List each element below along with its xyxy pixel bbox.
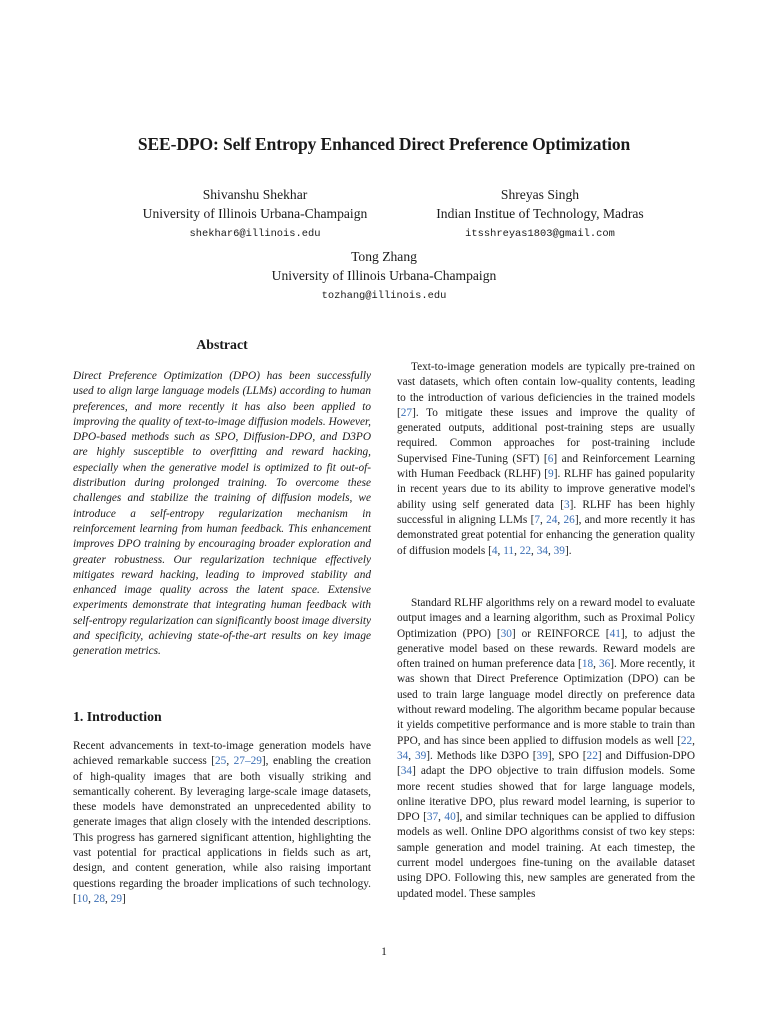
body-paragraph: Standard RLHF algorithms rely on a reward model to evaluate output images and a learning algorithm, such as Proximal Policy Optimization (PPO) [30] or REINFORCE [41], to adjust the generative model based on these rewards. Reward models are often trained on human preference data [18, 36]. More recently, it was shown that Direct Preference Optimization (DPO) can be used to train large language model directly on preference data without reward modeling. The algorithm became popular because it yields competitive performance and is more stable to train than PPO, and has since been applied to diffusion models as well [22, 34, 39]. Methods like D3PO [39], SPO [22] and Diffusion-DPO [34] adapt the DPO objective to train diffusion models. Some more recent studies showed that for large language models, online iterative DPO, plus reward model learning, is superior to DPO [37, 40], and similar techniques can be applied to diffusion models as well. Online DPO algorithms consist of two key steps: sample generation and model training. At each timestep, the current model undergoes fine-tuning on the available dataset using DPO. Following this, new samples are generated from the updated model. These samples	[397, 597, 696, 900]
citation-link[interactable]: 22	[586, 749, 598, 762]
citation-link[interactable]: 30	[500, 627, 512, 640]
right-column-paragraph-2	[397, 596, 695, 902]
citation-link[interactable]: 25	[215, 755, 227, 768]
author-name: Shreyas Singh	[500, 187, 580, 202]
citation-link[interactable]: 39	[536, 749, 548, 762]
citation-link[interactable]: 3	[563, 498, 570, 511]
citation-link[interactable]: 6	[547, 452, 554, 465]
author-block-2	[390, 185, 690, 245]
citation-link[interactable]: 37	[426, 811, 439, 824]
citation-link[interactable]: 34	[400, 765, 413, 778]
author-email[interactable]: tozhang@illinois.edu	[321, 290, 447, 302]
introduction-text	[73, 739, 371, 907]
citation-link[interactable]: 7	[534, 513, 540, 526]
citation-link[interactable]: 22	[680, 734, 693, 747]
citation-link[interactable]: 39	[414, 749, 427, 762]
author-email[interactable]: itsshreyas1803@gmail.com	[465, 228, 615, 240]
citation-link[interactable]: 39	[553, 544, 565, 557]
abstract-text	[73, 369, 371, 660]
author-affiliation: University of Illinois Urbana-Champaign	[142, 206, 368, 221]
citation-link[interactable]: 9	[548, 468, 554, 481]
author-block-3	[234, 247, 534, 307]
citation-link[interactable]: 34	[397, 749, 409, 762]
citation-link[interactable]: 26	[563, 513, 575, 526]
abstract-paragraph: Direct Preference Optimization (DPO) has been successfully used to align large language models (LLMs) according to human preferences, and more recently it has also been applied to improving the quality of text-to-image diffusion models. However, DPO-based methods such as SPO, Diffusion-DPO, and D3PO are highly susceptible to overfitting and reward hacking, especially when the generative model is optimized to fit out-of-distribution during prolonged training. To overcome these challenges and stabilize the training of diffusion models, we introduce a self-entropy regularization mechanism in reinforcement learning from human feedback. This enhancement improves DPO training by encouraging broader exploration and greater robustness. Our regularization technique effectively mitigates reward hacking, leading to improved stability and enhanced image quality across the latent space. Extensive experiments demonstrate that integrating human feedback with self-entropy regularization can significantly boost image diversity and specificity, achieving state-of-the-art results on key image generation metrics.	[73, 370, 371, 658]
citation-link[interactable]: 34	[536, 544, 548, 557]
intro-paragraph-1: Recent advancements in text-to-image generation models have achieved remarkable success [25, 27–29], enabling the creation of high-quality images that are both visually striking and semantically coherent. By leveraging large-scale image datasets, these models have demonstrated an unprecedented ability to generate images that align closely with the intended descriptions. This progress has garnered significant attention, highlighting the vast potential for practical applications in fields such as art, design, and content generation, while also raising important questions regarding the broader implications of such technology. [10, 28, 29]	[73, 740, 371, 905]
introduction-heading: 1. Introduction	[73, 709, 162, 724]
page-number: 1	[381, 946, 387, 958]
author-name: Shivanshu Shekhar	[202, 187, 308, 202]
citation-link[interactable]: 18	[581, 658, 594, 671]
right-column-paragraph-1	[397, 360, 695, 559]
paper-title: SEE-DPO: Self Entropy Enhanced Direct Preference Optimization	[137, 134, 631, 154]
author-affiliation: Indian Institue of Technology, Madras	[436, 206, 644, 221]
body-paragraph: Text-to-image generation models are typically pre-trained on vast datasets, which often contain low-quality contents, leading to the introduction of various deficiencies in the trained models [27]. To mitigate these issues and improve the quality of generated outputs, additional post-training steps are usually required. Common approaches for post-training include Supervised Fine-Tuning (SFT) [6] and Reinforcement Learning with Human Feedback (RLHF) [9]. RLHF has gained popularity in recent years due to its ability to improve generative model's ability using self generated data [3]. RLHF has been highly successful in aligning LLMs [7, 24, 26], and more recently it has demonstrated great potential for enhancing the generation quality of diffusion models [4, 11, 22, 34, 39].	[397, 361, 696, 557]
citation-link[interactable]: 24	[546, 513, 558, 526]
citation-link[interactable]: 29	[110, 892, 122, 905]
citation-link[interactable]: 28	[93, 892, 106, 905]
citation-link[interactable]: 4	[491, 544, 498, 557]
author-name: Tong Zhang	[351, 249, 417, 264]
citation-link[interactable]: 22	[519, 544, 532, 557]
citation-link[interactable]: 27	[400, 406, 413, 419]
citation-link[interactable]: 27–29	[233, 755, 262, 768]
citation-link[interactable]: 36	[598, 658, 611, 671]
citation-link[interactable]: 40	[444, 811, 456, 824]
author-email[interactable]: shekhar6@illinois.edu	[189, 228, 321, 240]
author-affiliation: University of Illinois Urbana-Champaign	[271, 268, 497, 283]
citation-link[interactable]: 11	[503, 544, 515, 557]
citation-link[interactable]: 10	[76, 892, 89, 905]
citation-link[interactable]: 41	[609, 627, 621, 640]
abstract-heading: Abstract	[196, 337, 248, 352]
author-block-1	[110, 185, 400, 245]
